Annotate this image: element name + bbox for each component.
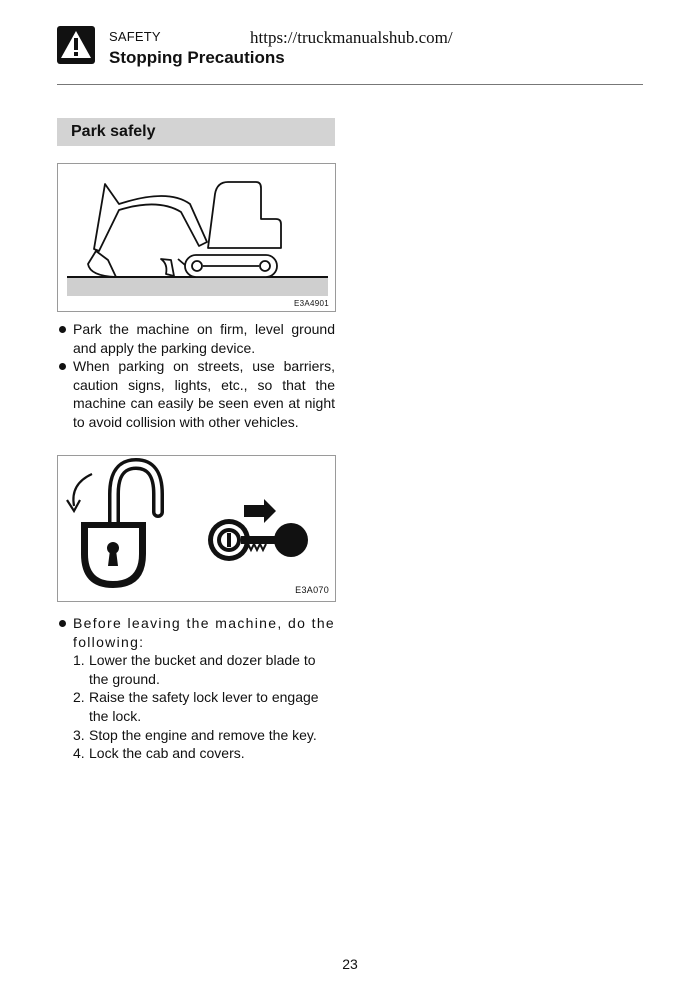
step-number: 1. [73,652,85,669]
step-number: 3. [73,726,85,743]
step-item [57,726,335,745]
figure-parked-excavator [57,163,336,312]
step-number: 4. [73,745,85,762]
bullet-text: Before leaving the machine, do the following: [73,615,335,650]
bullet-icon [59,326,66,333]
step-item [57,651,335,688]
header-divider [57,84,643,85]
page-number: 23 [342,956,358,972]
site-url[interactable]: https://truckmanualshub.com/ [250,28,453,47]
steps-list [57,651,335,763]
step-text: Stop the engine and remove the key. [89,726,317,743]
step-number: 2. [73,689,85,706]
lock-and-key-icon [58,456,337,603]
figure-lock-and-key [57,455,336,602]
step-text: Lower the bucket and dozer blade to the ground. [89,652,316,687]
page-title: Stopping Precautions [109,48,285,67]
bullet-text: Park the machine on firm, level ground and apply the parking device. [73,321,335,356]
step-text: Raise the safety lock lever to engage the lock. [89,689,319,724]
leaving-instructions [57,614,335,763]
bullet-text: When parking on streets, use barriers, caution signs, lights, etc., so that the machine can easily be seen even at night to avoid collision with other vehicles. [73,358,335,430]
list-item [57,357,335,431]
ignition-key-icon [208,499,308,561]
list-item [57,614,335,651]
list-item [57,320,335,357]
step-text: Lock the cab and covers. [89,745,245,762]
bullet-icon [59,363,66,370]
bullet-icon [59,620,66,627]
section-label: SAFETY [109,29,161,44]
warning-triangle-icon [57,26,95,64]
section-heading: Park safely [57,118,335,146]
rotate-arrow-icon [67,474,92,511]
step-item [57,688,335,725]
park-instructions [57,320,335,432]
figure-code: E3A070 [295,585,329,595]
padlock-icon [81,464,158,588]
step-item [57,744,335,763]
excavator-parked-icon [58,164,337,313]
figure-code: E3A4901 [293,299,329,308]
